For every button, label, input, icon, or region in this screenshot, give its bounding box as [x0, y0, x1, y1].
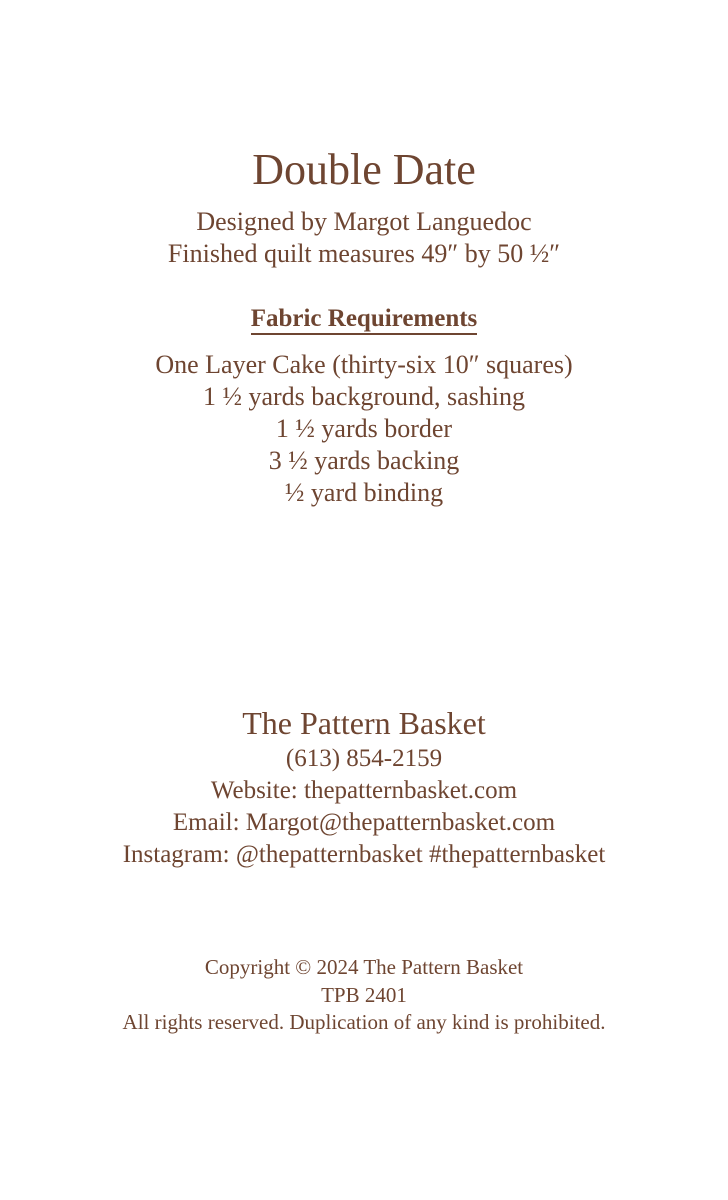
company-name: The Pattern Basket	[242, 705, 486, 741]
fabric-requirement-item: 1 ½ yards border	[275, 414, 453, 443]
rights-notice: All rights reserved. Duplication of any kind is prohibited.	[122, 1010, 606, 1034]
company-instagram: Instagram: @thepatternbasket #thepatternbasket	[122, 841, 606, 868]
company-phone: (613) 854-2159	[285, 745, 443, 772]
pattern-title: Double Date	[252, 145, 476, 194]
fabric-requirement-item: 3 ½ yards backing	[268, 446, 460, 475]
designer-credit: Designed by Margot Languedoc	[196, 207, 532, 236]
fabric-requirement-item: One Layer Cake (thirty-six 10″ squares)	[155, 350, 573, 379]
company-email: Email: Margot@thepatternbasket.com	[172, 809, 556, 836]
finished-size: Finished quilt measures 49″ by 50 ½″	[167, 239, 561, 268]
company-website: Website: thepatternbasket.com	[210, 777, 518, 804]
fabric-requirements-heading	[0, 306, 728, 335]
copyright-notice: Copyright © 2024 The Pattern Basket	[204, 955, 524, 979]
fabric-requirements-heading-text: Fabric Requirements	[251, 306, 478, 335]
fabric-requirement-item: 1 ½ yards background, sashing	[202, 382, 526, 411]
pattern-code: TPB 2401	[321, 983, 407, 1007]
fabric-requirement-item: ½ yard binding	[284, 478, 444, 507]
